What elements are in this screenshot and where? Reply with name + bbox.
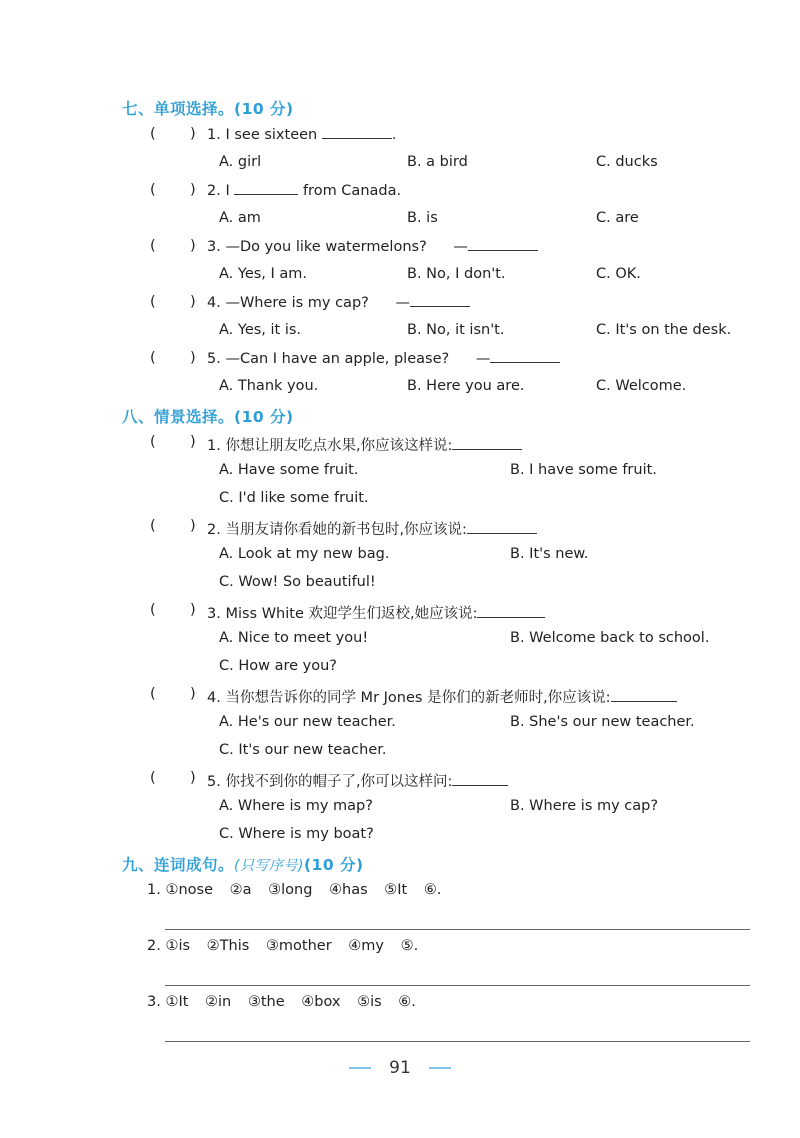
answer-paren-open: ( [150,350,156,366]
option-a: A. Have some fruit. [219,462,359,478]
option-b: B. Where is my cap? [510,798,659,814]
answer-paren-open: ( [150,182,156,198]
word-item: ⑤is [357,994,382,1010]
question-number: 4. [207,690,221,706]
option-a: A. Look at my new bag. [219,546,390,562]
answer-paren-close: ) [190,294,196,310]
option-c: C. It's on the desk. [596,322,732,338]
word-item: ③mother [265,938,332,954]
answer-line[interactable] [165,929,750,930]
word-item: ①is [165,938,191,954]
answer-paren-close: ) [190,238,196,254]
answer-paren-open: ( [150,434,156,450]
answer-line[interactable] [165,1041,750,1042]
word-item: ⑤It [384,882,408,898]
word-item: ④has [329,882,368,898]
answer-paren-open: ( [150,518,156,534]
option-a: A. Yes, I am. [219,266,308,282]
option-c: C. Where is my boat? [219,826,374,842]
page-footer [0,1058,800,1078]
answer-blank[interactable] [468,238,538,251]
answer-paren-close: ) [190,126,196,142]
question-stem: I [225,183,230,199]
answer-paren-open: ( [150,238,156,254]
answer-blank[interactable] [410,294,470,307]
option-c: C. I'd like some fruit. [219,490,369,506]
question-stem: 你找不到你的帽子了,你可以这样问: [225,774,453,790]
question-number: 1. [207,127,221,143]
section-9-title-text: 九、连词成句。 [122,856,235,874]
answer-blank[interactable] [322,126,392,139]
question-number: 2. [147,938,161,954]
footer-rule-right [429,1067,451,1069]
option-c: C. It's our new teacher. [219,742,387,758]
footer-rule-left [349,1067,371,1069]
section-8-title: 八、情景选择。(10 分) [122,408,294,426]
answer-blank[interactable] [467,521,537,534]
option-a: A. Where is my map? [219,798,373,814]
option-c: C. Welcome. [596,378,687,394]
answer-blank[interactable] [452,773,508,786]
answer-paren-close: ) [190,350,196,366]
question-number: 4. [207,295,221,311]
option-b: B. It's new. [510,546,589,562]
option-b: B. No, it isn't. [407,322,505,338]
question-number: 3. [207,606,221,622]
word-item: ③long [268,882,313,898]
answer-paren-close: ) [190,434,196,450]
answer-paren-open: ( [150,602,156,618]
option-b: B. Welcome back to school. [510,630,710,646]
answer-paren-close: ) [190,686,196,702]
option-b: B. She's our new teacher. [510,714,695,730]
question-number: 2. [207,183,221,199]
question-end: from Canada. [302,183,402,199]
option-b: B. Here you are. [407,378,525,394]
question-stem: —Where is my cap? [225,295,369,311]
option-b: B. a bird [407,154,468,170]
option-c: C. OK. [596,266,641,282]
question-number: 5. [207,351,221,367]
answer-line[interactable] [165,985,750,986]
answer-blank[interactable] [611,689,677,702]
option-a: A. Nice to meet you! [219,630,369,646]
word-item: ④box [301,994,341,1010]
reorder-question-1 [147,882,453,898]
question-stem: 当你想告诉你的同学 Mr Jones 是你们的新老师时,你应该说: [225,690,611,706]
reply-dash: — [395,295,410,311]
question-8-1 [0,434,800,462]
answer-paren-open: ( [150,294,156,310]
answer-paren-open: ( [150,770,156,786]
answer-paren-open: ( [150,126,156,142]
question-stem: 当朋友请你看她的新书包时,你应该说: [225,522,467,538]
answer-paren-close: ) [190,770,196,786]
word-item: ④my [348,938,384,954]
word-item: ②This [206,938,250,954]
reorder-question-3 [147,994,428,1010]
question-stem: Miss White 欢迎学生们返校,她应该说: [225,606,478,622]
word-item: ⑥. [423,882,442,898]
word-item: ③the [247,994,285,1010]
option-a: A. He's our new teacher. [219,714,396,730]
question-7-4 [0,294,800,322]
answer-blank[interactable] [490,350,560,363]
question-7-1 [0,126,800,154]
question-stem: 你想让朋友吃点水果,你应该这样说: [225,438,453,454]
word-item: ①It [165,994,189,1010]
answer-paren-close: ) [190,182,196,198]
option-c: C. are [596,210,639,226]
question-number: 3. [147,994,161,1010]
question-number: 1. [207,438,221,454]
reply-dash: — [475,351,491,367]
option-b: B. No, I don't. [407,266,506,282]
option-a: A. am [219,210,261,226]
section-7-title: 七、单项选择。(10 分) [122,100,294,118]
section-9-subtitle: (只写序号) [234,858,304,874]
question-number: 2. [207,522,221,538]
reply-dash: — [453,239,468,255]
question-7-3 [0,238,800,266]
word-item: ②in [205,994,232,1010]
question-number: 3. [207,239,221,255]
option-c: C. How are you? [219,658,337,674]
question-stem: I see sixteen [225,127,318,143]
option-c: C. ducks [596,154,658,170]
word-item: ①nose [165,882,213,898]
question-7-2 [0,182,800,210]
word-item: ②a [229,882,252,898]
question-8-3 [0,602,800,630]
answer-paren-close: ) [190,518,196,534]
word-item: ⑥. [398,994,416,1010]
question-8-2 [0,518,800,546]
reorder-question-2 [147,938,430,954]
option-b: B. I have some fruit. [510,462,657,478]
section-9-title [122,853,364,875]
answer-paren-close: ) [190,602,196,618]
answer-blank[interactable] [477,605,545,618]
answer-blank[interactable] [234,182,298,195]
question-number: 1. [147,882,161,898]
page-number: 91 [389,1058,411,1078]
option-a: A. Thank you. [219,378,319,394]
option-a: A. Yes, it is. [219,322,302,338]
answer-paren-open: ( [150,686,156,702]
answer-blank[interactable] [452,437,522,450]
question-8-4 [0,686,800,714]
word-item: ⑤. [400,938,419,954]
option-b: B. is [407,210,438,226]
question-number: 5. [207,774,221,790]
option-a: A. girl [219,154,262,170]
question-7-5 [0,350,800,378]
question-end: . [391,127,397,143]
option-c: C. Wow! So beautiful! [219,574,376,590]
section-9-points: (10 分) [303,856,364,874]
question-stem: —Do you like watermelons? [225,239,427,255]
question-stem: —Can I have an apple, please? [225,351,450,367]
question-8-5 [0,770,800,798]
